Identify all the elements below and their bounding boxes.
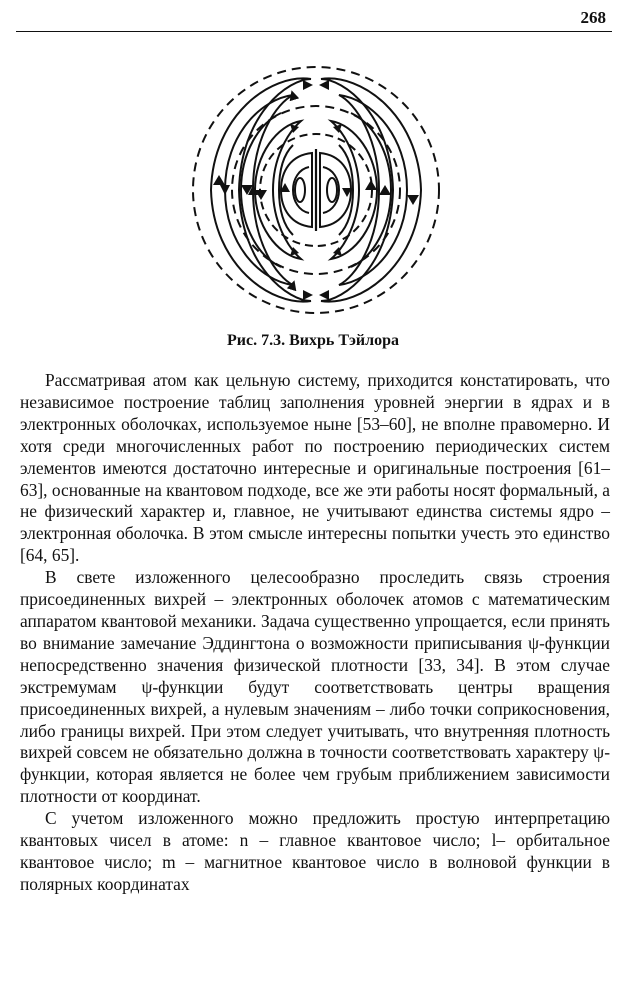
arrow-outer-left-inner [241, 185, 253, 195]
page-number: 268 [580, 8, 606, 27]
header-rule [16, 31, 612, 32]
figure-caption: Рис. 7.3. Вихрь Тэйлора [226, 332, 400, 349]
central-right-core [327, 178, 337, 202]
body-text [20, 370, 610, 896]
arrow-outer-left [213, 175, 225, 185]
paragraph-1: Рассматривая атом как цельную систему, приходится констатировать, что независимое построение таблиц заполнения уровней энергии в ядрах и в электронных оболочках, используемое ныне [53–60], не вполне правомерно. И хотя среди многочисленных работ по построению периодических систем элементов имеются достаточно интересные и оригинальные построения [61–63], основанные на квантовом подходе, все же эти работы носят формальный, а не физический характер и, главное, не учитывают единства системы ядро – электронная оболочка. В этом смысле интересны попытки учесть это единство [64, 65]. [20, 370, 610, 566]
arrow-middle-right [365, 180, 377, 190]
arrow-bottom-left [303, 290, 313, 300]
paragraph-2: В свете изложенного целесообразно проследить связь строения присоединенных вихрей – электронных оболочек атомов с математическим аппаратом квантовой механики. Задача существенно упрощается, если принять во внимание замечание Эддингтона о возможности приписывания ψ-функции непосредственно значения физической плотности [33, 34]. В этом случае экстремумам ψ-функции будут соответствовать центры вращения присоединенных вихрей, а нулевым значениям – либо точки соприкосновения, либо границы вихрей. При этом следует учитывать, что внутренняя плотность вихрей совсем не обязательно должна в точности соответствовать характеру ψ-функции, которая является не более чем грубым приближением зависимости плотности от координат. [20, 567, 610, 807]
central-left-core [295, 178, 305, 202]
arrow-middle-left [255, 190, 267, 200]
arrow-top-right [319, 80, 329, 90]
taylor-vortex-figure [181, 55, 451, 325]
arrow-top-left [303, 80, 313, 90]
paragraph-3: С учетом изложенного можно предложить простую интерпретацию квантовых чисел в атоме: n – главное квантовое число; l– орбитальное квантовое число; m – магнитное квантовое число в волновой функции в полярных координатах [20, 808, 610, 894]
arrow-outer-right [407, 195, 419, 205]
arrow-bottom-right [319, 290, 329, 300]
taylor-vortex-diagram-icon [181, 55, 451, 325]
arrow-outer-right-inner [379, 185, 391, 195]
